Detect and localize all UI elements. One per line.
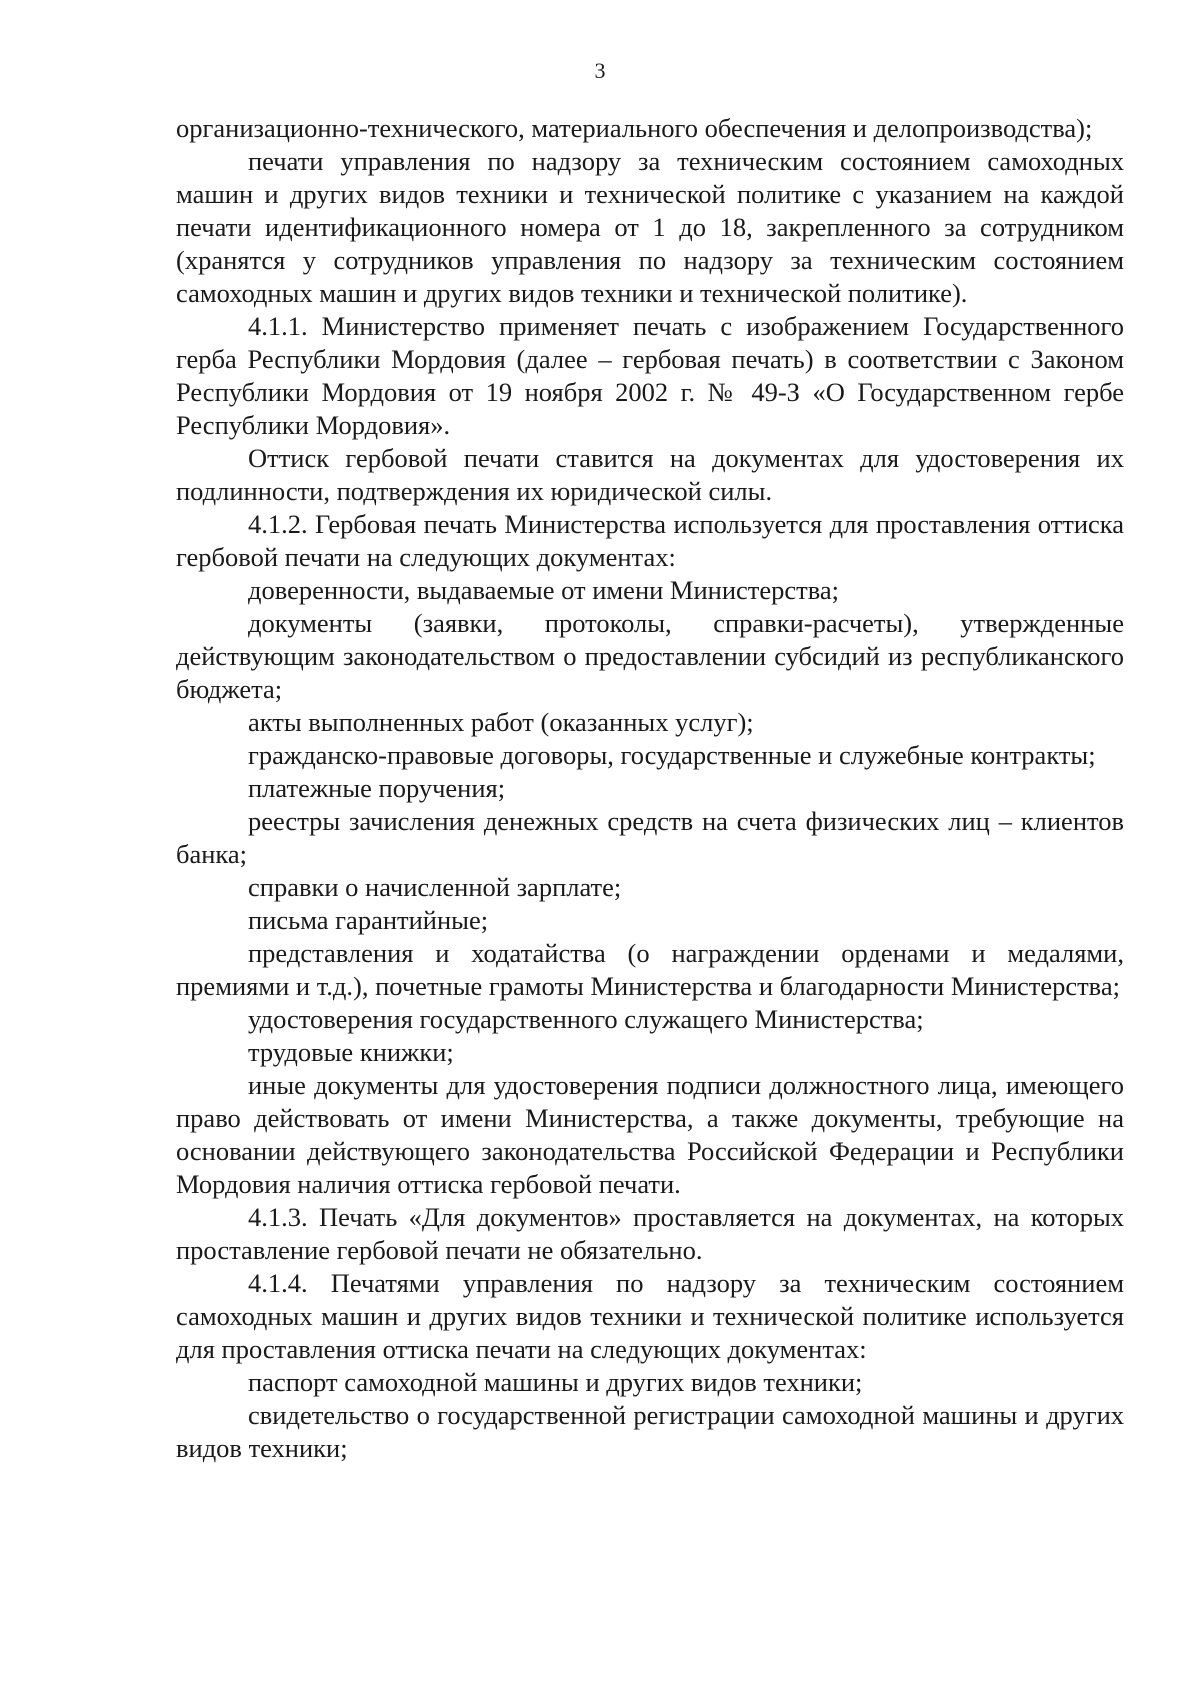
list-item: справки о начисленной зарплате;: [248, 872, 622, 902]
paragraph-4-1-3: 4.1.3. Печать «Для документов» проставляется на документах, на которых проставление гербовой печати не обязательно.: [176, 1202, 1124, 1265]
list-item: доверенности, выдаваемые от имени Министерства;: [248, 575, 840, 605]
list-item: платежные поручения;: [248, 773, 506, 803]
list-item: трудовые книжки;: [248, 1037, 454, 1067]
list-item: представления и ходатайства (о награждении орденами и медалями, премиями и т.д.), почетные грамоты Министерства и благодарности Министерства;: [176, 938, 1124, 1001]
paragraph-4-1-4: 4.1.4. Печатями управления по надзору за техническим состоянием самоходных машин и других видов техники и технической политике используется для проставления оттиска печати на следующих документах:: [176, 1268, 1124, 1364]
list-item: гражданско-правовые договоры, государственные и служебные контракты;: [248, 740, 1096, 770]
paragraph-continuation: организационно-технического, материального обеспечения и делопроизводства);: [176, 113, 1093, 143]
paragraph-coat-of-arms-imprint: Оттиск гербовой печати ставится на документах для удостоверения их подлинности, подтверждения их юридической силы.: [176, 443, 1124, 506]
paragraph-4-1-1: 4.1.1. Министерство применяет печать с изображением Государственного герба Республики Мордовия (далее – гербовая печать) в соответствии с Законом Республики Мордовия от 19 ноября 2002 г. № 49-З «О Государственном гербе Республики Мордовия».: [176, 311, 1124, 440]
document-body: [176, 112, 1124, 1465]
list-item: иные документы для удостоверения подписи должностного лица, имеющего право действовать от имени Министерства, а также документы, требующие на основании действующего законодательства Российской Федерации и Республики Мордовия наличия оттиска гербовой печати.: [176, 1070, 1124, 1199]
list-item: паспорт самоходной машины и других видов техники;: [248, 1367, 863, 1397]
list-item: документы (заявки, протоколы, справки-расчеты), утвержденные действующим законодательством о предоставлении субсидий из республиканского бюджета;: [176, 608, 1124, 704]
list-item: свидетельство о государственной регистрации самоходной машины и других видов техники;: [176, 1400, 1124, 1463]
paragraph-4-1-2: 4.1.2. Гербовая печать Министерства используется для проставления оттиска гербовой печати на следующих документах:: [176, 509, 1124, 572]
page-number: 3: [594, 58, 606, 83]
list-item: акты выполненных работ (оказанных услуг);: [248, 707, 754, 737]
list-item: реестры зачисления денежных средств на счета физических лиц – клиентов банка;: [176, 806, 1124, 869]
paragraph-tech-supervision-stamps: печати управления по надзору за техническим состоянием самоходных машин и других видов техники и технической политике с указанием на каждой печати идентификационного номера от 1 до 18, закрепленного за сотрудником (хранятся у сотрудников управления по надзору за техническим состоянием самоходных машин и других видов техники и технической политике).: [176, 146, 1124, 308]
list-item: удостоверения государственного служащего Министерства;: [248, 1004, 924, 1034]
list-item: письма гарантийные;: [248, 905, 489, 935]
